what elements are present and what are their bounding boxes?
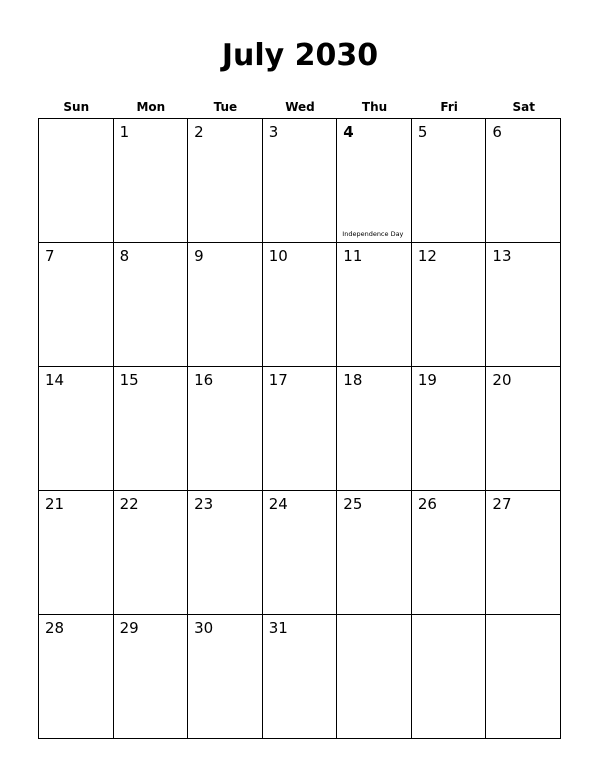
calendar-day-cell: [337, 243, 412, 367]
weekday-label-fri: Fri: [440, 100, 458, 114]
calendar-day-cell: [263, 243, 338, 367]
weekday-label-mon: Mon: [136, 100, 166, 114]
calendar-day-cell: [263, 615, 338, 739]
calendar-day-cell: [188, 243, 263, 367]
day-number: 17: [268, 371, 288, 389]
day-number: 27: [492, 495, 512, 513]
calendar-day-cell: [188, 615, 263, 739]
calendar-day-cell: [188, 491, 263, 615]
calendar-day-cell: [114, 243, 189, 367]
day-number: 23: [194, 495, 214, 513]
calendar-day-cell: [263, 367, 338, 491]
day-number: 19: [417, 371, 437, 389]
calendar-day-cell: [39, 119, 114, 243]
day-number: 24: [268, 495, 288, 513]
calendar-day-cell: [188, 119, 263, 243]
day-number: 25: [343, 495, 363, 513]
calendar-day-cell: [412, 119, 487, 243]
calendar-day-cell: [337, 491, 412, 615]
day-number: 2: [194, 123, 204, 141]
calendar-day-cell: [39, 367, 114, 491]
calendar-day-cell: [412, 491, 487, 615]
day-number: 11: [343, 247, 363, 265]
day-number: 18: [343, 371, 363, 389]
day-number: 15: [119, 371, 139, 389]
calendar-day-cell: [337, 119, 412, 243]
calendar-day-cell: [486, 243, 561, 367]
calendar-day-cell: [263, 119, 338, 243]
calendar-grid: [38, 118, 561, 739]
day-number: 28: [45, 619, 65, 637]
day-number: 9: [194, 247, 204, 265]
weekday-label-sun: Sun: [63, 100, 90, 114]
weekday-label-thu: Thu: [361, 100, 388, 114]
calendar-day-cell: [486, 119, 561, 243]
day-number: 14: [45, 371, 65, 389]
calendar-day-cell: [114, 119, 189, 243]
calendar-day-cell: [337, 615, 412, 739]
calendar-day-cell: [114, 491, 189, 615]
day-number: 4: [343, 123, 354, 141]
calendar-title: July 2030: [221, 38, 379, 73]
day-number: 21: [45, 495, 65, 513]
calendar-day-cell: [39, 243, 114, 367]
calendar-day-cell: [114, 615, 189, 739]
day-number: 20: [492, 371, 512, 389]
day-number: 6: [492, 123, 502, 141]
day-number: 31: [268, 619, 288, 637]
holiday-label: Independence Day: [342, 230, 404, 238]
calendar-day-cell: [412, 243, 487, 367]
calendar-day-cell: [39, 615, 114, 739]
calendar-day-cell: [188, 367, 263, 491]
day-number: 10: [268, 247, 288, 265]
weekday-label-wed: Wed: [285, 100, 315, 114]
weekday-header-row: [39, 98, 561, 116]
day-number: 1: [119, 123, 130, 141]
calendar-day-cell: [114, 367, 189, 491]
calendar-day-cell: [39, 491, 114, 615]
day-number: 12: [417, 247, 437, 265]
calendar-day-cell: [486, 491, 561, 615]
calendar-day-cell: [412, 367, 487, 491]
day-number: 22: [119, 495, 139, 513]
day-number: 3: [268, 123, 279, 141]
day-number: 29: [119, 619, 139, 637]
day-number: 26: [417, 495, 437, 513]
day-number: 8: [119, 247, 130, 265]
day-number: 7: [45, 247, 55, 265]
calendar-day-cell: [486, 367, 561, 491]
weekday-label-tue: Tue: [213, 100, 238, 114]
calendar-day-cell: [412, 615, 487, 739]
day-number: 30: [194, 619, 214, 637]
day-number: 5: [417, 123, 428, 141]
weekday-label-sat: Sat: [512, 100, 535, 114]
day-number: 13: [492, 247, 512, 265]
calendar-day-cell: [263, 491, 338, 615]
calendar-day-cell: [337, 367, 412, 491]
calendar-day-cell: [486, 615, 561, 739]
day-number: 16: [194, 371, 214, 389]
